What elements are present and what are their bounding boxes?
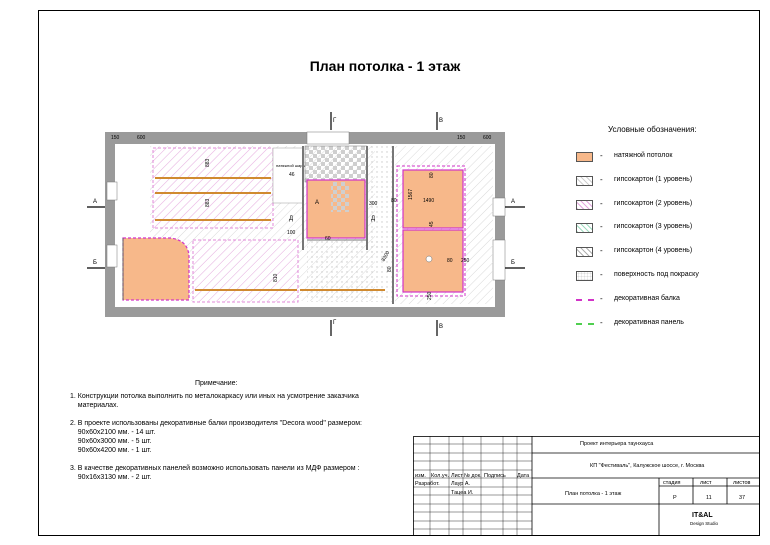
- svg-text:45: 45: [429, 221, 435, 227]
- svg-text:Д: Д: [289, 216, 294, 222]
- note-line: 2. В проекте использованы декоративные балки производителя "Decora wood" размером:: [70, 420, 363, 427]
- svg-text:300: 300: [369, 201, 378, 207]
- note-line: 90x16x3130 мм. - 2 шт.: [70, 474, 152, 481]
- tb-developed-label: Разработ.: [415, 481, 440, 487]
- stretch-ceiling-right-bottom: [403, 230, 463, 292]
- legend-dash: -: [600, 293, 603, 303]
- legend-label: гипсокартон (3 уровень): [614, 223, 693, 231]
- legend-item: [576, 150, 766, 164]
- svg-text:Б: Б: [93, 260, 97, 266]
- section-marker-a-left: А: [93, 199, 98, 205]
- legend-swatch: [576, 223, 593, 233]
- legend-item: [576, 198, 766, 212]
- svg-text:60: 60: [325, 236, 331, 242]
- note-line: 90x60x4200 мм. - 1 шт.: [70, 447, 152, 454]
- legend-swatch: [576, 152, 593, 162]
- svg-text:8300: 8300: [380, 250, 392, 263]
- svg-text:А: А: [315, 200, 320, 206]
- note-line: [70, 410, 362, 419]
- legend-item: [576, 174, 766, 188]
- sheet-title: План потолка - 1 этаж: [309, 58, 461, 74]
- tb-col-stage: стадия: [663, 480, 681, 486]
- svg-text:1567: 1567: [408, 188, 414, 200]
- legend-dash: -: [600, 270, 603, 279]
- tb-sheets-total: 37: [739, 495, 746, 501]
- tb-col-sheets: листов: [733, 480, 751, 486]
- svg-text:883: 883: [205, 198, 211, 207]
- tb-stage: Р: [673, 495, 677, 501]
- legend-swatch: [576, 200, 593, 210]
- tb-header: Дата: [517, 473, 530, 479]
- gypsum-level2-zone: [153, 148, 273, 228]
- tb-header: Лист: [451, 473, 463, 479]
- legend-line-swatch: [576, 323, 594, 325]
- svg-text:80: 80: [447, 258, 453, 264]
- svg-text:600: 600: [483, 135, 492, 141]
- svg-text:100: 100: [287, 230, 296, 236]
- legend-dash: -: [600, 317, 603, 327]
- ceiling-plan: [85, 110, 530, 340]
- legend-dash: -: [600, 151, 603, 160]
- svg-text:Б: Б: [511, 260, 515, 266]
- tb-header: Подпись: [484, 473, 506, 479]
- svg-text:810: 810: [273, 273, 279, 282]
- svg-text:В: В: [439, 118, 444, 124]
- legend-item: [576, 245, 766, 259]
- legend-label: натяжной потолок: [614, 152, 673, 159]
- svg-text:46: 46: [289, 172, 295, 178]
- legend-label: гипсокартон (2 уровень): [614, 199, 693, 207]
- tb-address: КП "Фестиваль", Калужское шоссе, г. Москва: [590, 463, 705, 469]
- svg-text:Г: Г: [333, 320, 337, 326]
- legend-title: Условные обозначения:: [608, 125, 697, 134]
- legend-dash: -: [600, 174, 603, 184]
- legend-item: [576, 317, 766, 331]
- notes: [70, 392, 362, 482]
- legend-item: [576, 269, 766, 283]
- svg-text:250: 250: [461, 258, 470, 264]
- svg-text:883: 883: [205, 158, 211, 167]
- legend-label: поверхность под покраску: [614, 271, 699, 278]
- legend-label: декоративная балка: [614, 294, 680, 302]
- tb-header-izm: изм.: [415, 473, 426, 479]
- tb-sheet-name: План потолка - 1 этаж: [565, 491, 622, 497]
- note-line: 90x60x2100 мм. - 14 шт.: [70, 429, 156, 436]
- dim-150-left: 150: [111, 135, 120, 141]
- tb-col-sheet: лист: [700, 480, 712, 486]
- svg-text:600: 600: [137, 135, 146, 141]
- legend-label: декоративная панель: [614, 318, 684, 326]
- note-line: 3. В качестве декоративных панелей возможно использовать панели из МДФ размером :: [70, 465, 360, 472]
- note-line: материалах.: [70, 402, 119, 409]
- legend-dash: -: [600, 222, 603, 232]
- stretch-ceiling-left: [123, 238, 189, 300]
- legend-label: гипсокартон (4 уровень): [614, 247, 693, 255]
- svg-text:80: 80: [429, 172, 435, 178]
- svg-text:80: 80: [391, 198, 397, 204]
- legend-swatch: [576, 271, 593, 281]
- svg-text:80: 80: [387, 266, 393, 272]
- notes-heading: Примечание:: [195, 380, 238, 387]
- note-line: 90x60x3000 мм. - 5 шт.: [70, 438, 152, 445]
- tb-header: № док.: [464, 473, 482, 479]
- tb-sheet-no: 11: [706, 495, 712, 501]
- svg-text:1490: 1490: [423, 198, 435, 204]
- legend-label: гипсокартон (1 уровень): [614, 175, 693, 183]
- svg-text:Г: Г: [333, 118, 337, 124]
- svg-text:А: А: [511, 199, 516, 205]
- legend-line-swatch: [576, 299, 594, 301]
- legend-swatch: [576, 176, 593, 186]
- tb-studio-sub: Design Studio: [690, 521, 719, 526]
- legend-dash: -: [600, 246, 603, 256]
- note-line: [70, 455, 362, 464]
- legend-swatch: [576, 247, 593, 257]
- tb-project: Проект интерьера таунхауса: [580, 441, 654, 447]
- svg-text:В: В: [439, 324, 444, 330]
- tb-studio: IT&AL: [692, 512, 713, 519]
- legend-item: [576, 293, 766, 307]
- legend-item: [576, 221, 766, 235]
- tb-checked-name: Тацеа И.: [451, 490, 474, 496]
- room-label: натяжной шары: [276, 163, 306, 168]
- svg-text:250: 250: [427, 291, 433, 300]
- legend-dash: -: [600, 198, 603, 208]
- tb-header: Кол.уч.: [431, 473, 450, 479]
- note-line: 1. Конструкции потолка выполнить по металокаркасу или иных на усмотрение заказчика: [70, 393, 359, 400]
- svg-text:Д: Д: [371, 216, 376, 222]
- svg-text:150: 150: [457, 135, 466, 141]
- tb-developed-name: Лаур А.: [451, 481, 471, 487]
